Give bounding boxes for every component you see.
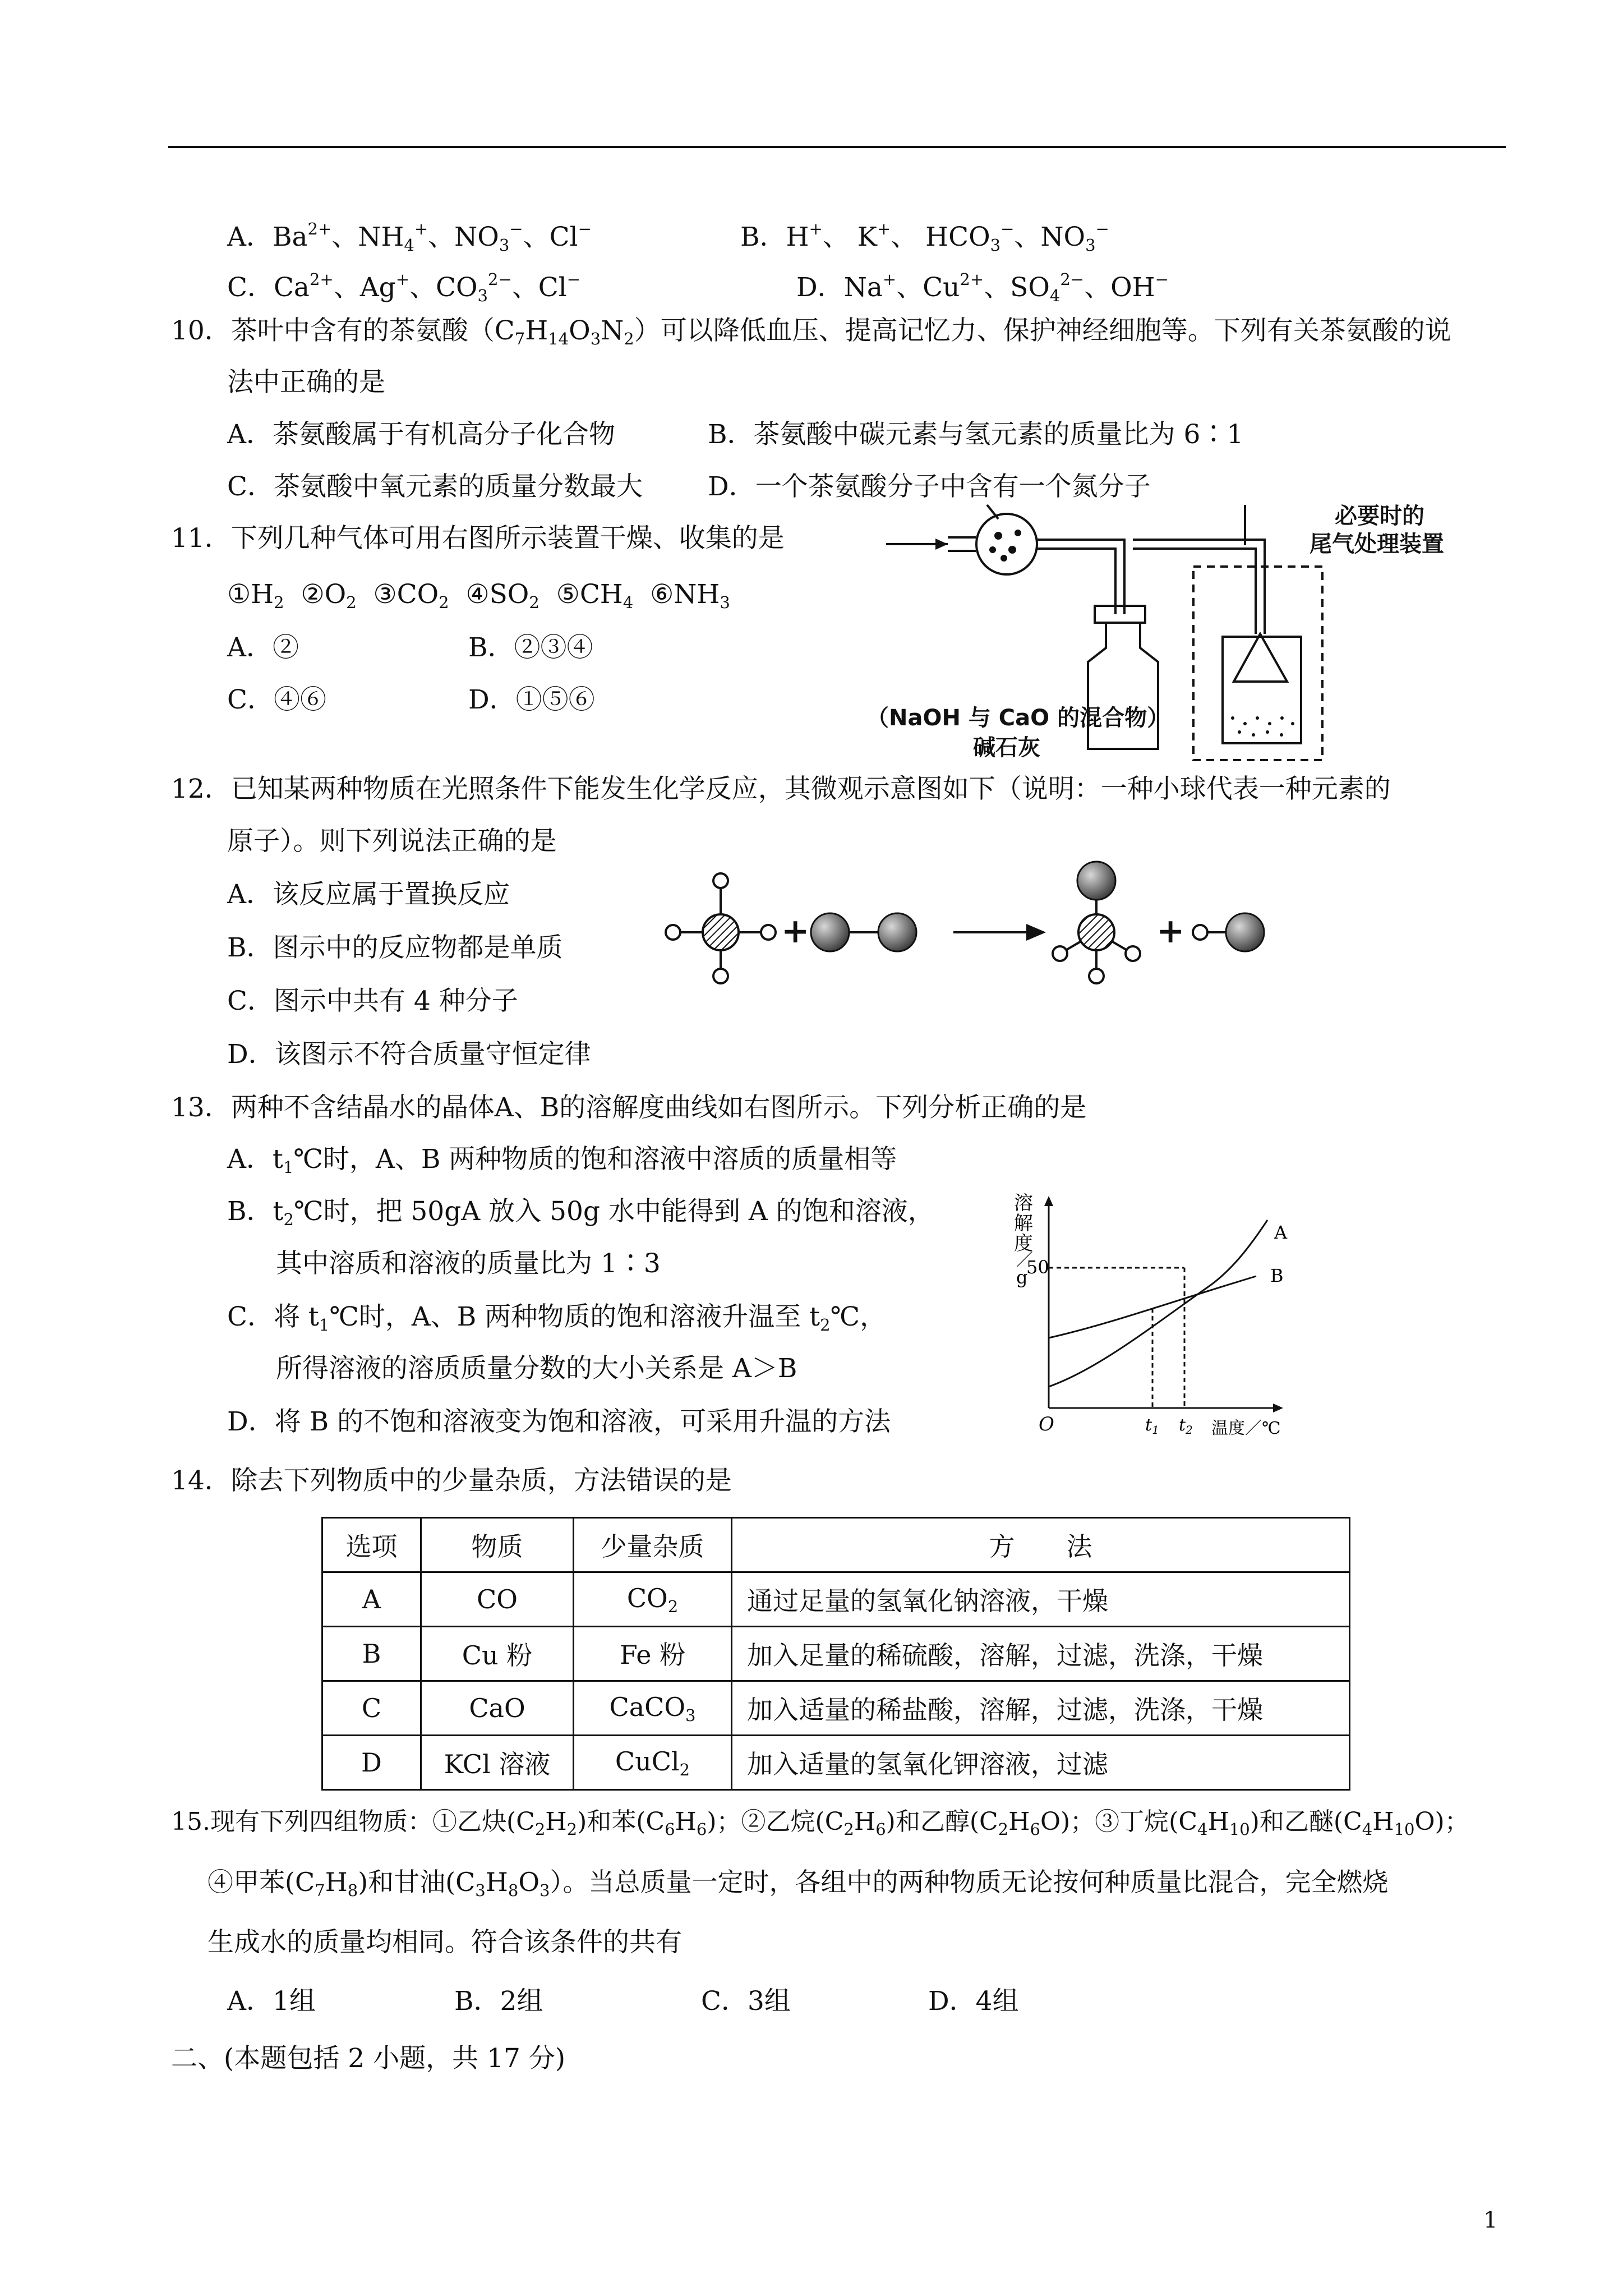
q11-option-d: D．①⑤⑥ — [468, 684, 595, 715]
cell-substance: CO — [421, 1572, 574, 1627]
curve-a-upper — [1211, 1220, 1267, 1285]
q13-option-c-line2: 所得溶液的溶质质量分数的大小关系是 A＞B — [276, 1353, 797, 1384]
q15-option-c: C．3组 — [701, 1986, 791, 2017]
fig-label-tail-gas-2: 尾气处理装置 — [1310, 531, 1444, 557]
q9-option-d: D．Na+、$Cu^{2+}$、$SO_4^{2-}$、OH− — [796, 270, 1169, 305]
reactant-molecule-1 — [666, 873, 776, 983]
q11-option-b: B．②③④ — [468, 632, 593, 663]
q12-option-d: D．该图示不符合质量守恒定律 — [227, 1039, 591, 1070]
q11-gas-list: $①H_2$ $②O_2$ $③CO_2$ $④SO_2$ $⑤CH_4$ $⑥NH_3$ — [227, 579, 730, 612]
q15-option-a: A．1组 — [227, 1986, 316, 2017]
impurity-removal-table — [321, 1517, 1350, 1791]
header-impurity: 少量杂质 — [574, 1518, 732, 1572]
q9-option-c: C．$Ca^{2+}$、Ag+、$CO_3^{2-}$、Cl− — [227, 270, 581, 305]
q10-option-b: B．茶氨酸中碳元素与氢元素的质量比为 6∶1 — [708, 419, 1244, 450]
y-label-char-4: ／ — [1016, 1250, 1033, 1270]
q12-stem-line2: 原子）。则下列说法正确的是 — [227, 826, 557, 857]
q9-option-a: A．$Ba^{2+}$、$NH_4^+$、$NO_3^-$、Cl− — [227, 219, 592, 255]
y-label-char-3: 度 — [1014, 1232, 1033, 1255]
q9-option-b: B．H+、 K+、 $HCO_3^-$、$NO_3^-$ — [740, 219, 1109, 255]
cell-method: 通过足量的氢氧化钠溶液，干燥 — [732, 1572, 1350, 1627]
x-axis-arrow — [1273, 1404, 1283, 1412]
cell-option: D — [322, 1736, 421, 1790]
gas-connector-tube — [1038, 540, 1124, 614]
header-rule — [168, 146, 1506, 148]
solubility-curve-graph — [987, 1184, 1301, 1442]
tail-gas-box — [1193, 567, 1322, 760]
q15-stem-line1: 15.现有下列四组物质：①乙炔$(C_2H_2)$和苯$(C_6H_6)$；②乙烷$(C_2H_6)$和乙醇$(C_2H_6O)$；③丁烷$(C_4H_{10})$和乙醚$(C_4H_{10}O)$； — [171, 1807, 1469, 1839]
cell-impurity: Fe 粉 — [574, 1627, 732, 1681]
y-label-char-5: g — [1016, 1267, 1028, 1288]
q11-stem: 11．下列几种气体可用右图所示装置干燥、收集的是 — [171, 523, 785, 554]
q12-stem-line1: 12．已知某两种物质在光照条件下能发生化学反应，其微观示意图如下（说明：一种小球代表一种元素的 — [171, 774, 1391, 804]
q15-stem-line3: 生成水的质量均相同。符合该条件的共有 — [208, 1927, 682, 1958]
outlet-tube — [1133, 540, 1265, 634]
header-option: 选项 — [322, 1518, 421, 1572]
q12-option-c: C．图示中共有 4 种分子 — [227, 986, 518, 1016]
reactant-molecule-2 — [811, 913, 916, 951]
beaker — [1223, 637, 1301, 743]
cell-impurity: CuCl$_2$ — [574, 1736, 732, 1790]
header-substance: 物质 — [421, 1518, 574, 1572]
header-method: 方 法 — [732, 1518, 1350, 1572]
plus-sign-reactants: + — [781, 912, 810, 951]
funnel — [1234, 634, 1287, 682]
fig-label-soda-lime-1: （NaOH 与 CaO 的混合物） — [866, 705, 1170, 731]
q13-stem: 13．两种不含结晶水的晶体A、B的溶解度曲线如右图所示。下列分析正确的是 — [171, 1092, 1087, 1123]
table-row — [322, 1736, 1350, 1790]
q13-option-b-line2: 其中溶质和溶液的质量比为 1∶3 — [276, 1248, 661, 1279]
cell-substance: CaO — [421, 1681, 574, 1736]
q10-option-a: A．茶氨酸属于有机高分子化合物 — [227, 419, 615, 450]
cell-method: 加入足量的稀硫酸，溶解，过滤，洗涤，干燥 — [732, 1627, 1350, 1681]
table-row — [322, 1627, 1350, 1681]
curve-a-lower — [1049, 1285, 1211, 1387]
section-2-heading: 二、(本题包括 2 小题，共 17 分) — [171, 2043, 566, 2074]
y-label-char-2: 解 — [1014, 1212, 1033, 1235]
inlet-arrowhead — [935, 539, 948, 550]
cell-option: A — [322, 1572, 421, 1627]
fig-label-tail-gas-1: 必要时的 — [1335, 503, 1424, 529]
cell-method: 加入适量的氢氧化钾溶液，过滤 — [732, 1736, 1350, 1790]
q15-option-d: D．4组 — [928, 1986, 1019, 2017]
cell-option: C — [322, 1681, 421, 1736]
q13-option-d: D．将 B 的不饱和溶液变为饱和溶液，可采用升温的方法 — [227, 1406, 891, 1437]
plus-sign-products: + — [1156, 912, 1185, 951]
table-header-row — [322, 1518, 1350, 1572]
t2-label: $t_2$ — [1179, 1415, 1193, 1437]
reaction-arrow — [953, 926, 1043, 939]
cell-impurity: $CO_2$ — [574, 1572, 732, 1627]
reaction-microscopic-diagram — [662, 858, 1357, 987]
q10-option-c: C．茶氨酸中氧元素的质量分数最大 — [227, 471, 643, 502]
q13-option-c-line1: C．将 $t_1℃$时，A、B 两种物质的饱和溶液升温至 $t_2℃$， — [227, 1301, 887, 1335]
table-row — [322, 1681, 1350, 1736]
fig-label-soda-lime-2: 碱石灰 — [973, 735, 1040, 761]
page-number: 1 — [1483, 2207, 1498, 2233]
q12-option-b: B．图示中的反应物都是单质 — [227, 932, 563, 963]
table-row — [322, 1572, 1350, 1627]
origin-label: O — [1039, 1413, 1054, 1435]
y-label-char-1: 溶 — [1014, 1192, 1033, 1214]
product-molecule-1 — [1053, 862, 1140, 983]
cell-option: B — [322, 1627, 421, 1681]
q10-option-d: D．一个茶氨酸分子中含有一个氮分子 — [708, 471, 1151, 502]
cell-impurity: CaCO$_3$ — [574, 1681, 732, 1736]
drying-tube-bulb — [976, 514, 1037, 574]
q11-option-a: A．② — [227, 632, 299, 663]
q11-option-c: C．④⑥ — [227, 684, 326, 715]
q14-stem: 14．除去下列物质中的少量杂质，方法错误的是 — [171, 1465, 732, 1496]
q15-option-b: B．2组 — [454, 1986, 543, 2017]
q10-stem-line1: 10．茶叶中含有的茶氨酸$(C_7H_{14}O_3N_2)$可以降低血压、提高记忆力、保护神经细胞等。下列有关茶氨酸的说 — [171, 315, 1451, 348]
curve-b-label: B — [1270, 1265, 1284, 1286]
curve-b — [1049, 1276, 1256, 1338]
product-molecule-2 — [1193, 913, 1264, 951]
q13-option-a: A．$t_1℃$时，A、B 两种物质的饱和溶液中溶质的质量相等 — [227, 1144, 897, 1177]
q15-stem-line2: ④甲苯$(C_7H_8)$和甘油$(C_3H_8O_3)$。当总质量一定时，各组中的两种物质无论按何种质量比混合，完全燃烧 — [208, 1867, 1389, 1900]
q10-stem-line2: 法中正确的是 — [227, 367, 385, 398]
cell-method: 加入适量的稀盐酸，溶解，过滤，洗涤，干燥 — [732, 1681, 1350, 1736]
y-tick-50: 50 — [1026, 1257, 1049, 1278]
q13-option-b-line1: B．$t_2℃$时，把 50gA 放入 50g 水中能得到 A 的饱和溶液， — [227, 1196, 934, 1229]
y-axis-arrow — [1044, 1196, 1053, 1206]
cell-substance: Cu 粉 — [421, 1627, 574, 1681]
drying-tube-inlet — [948, 537, 976, 551]
t1-label: $t_1$ — [1145, 1415, 1159, 1437]
cell-substance: KCl 溶液 — [421, 1736, 574, 1790]
x-axis-label: 温度／℃ — [1211, 1419, 1281, 1438]
curve-a-label: A — [1274, 1222, 1288, 1243]
q12-option-a: A．该反应属于置换反应 — [227, 879, 510, 910]
bottle-stopper — [1095, 606, 1145, 623]
